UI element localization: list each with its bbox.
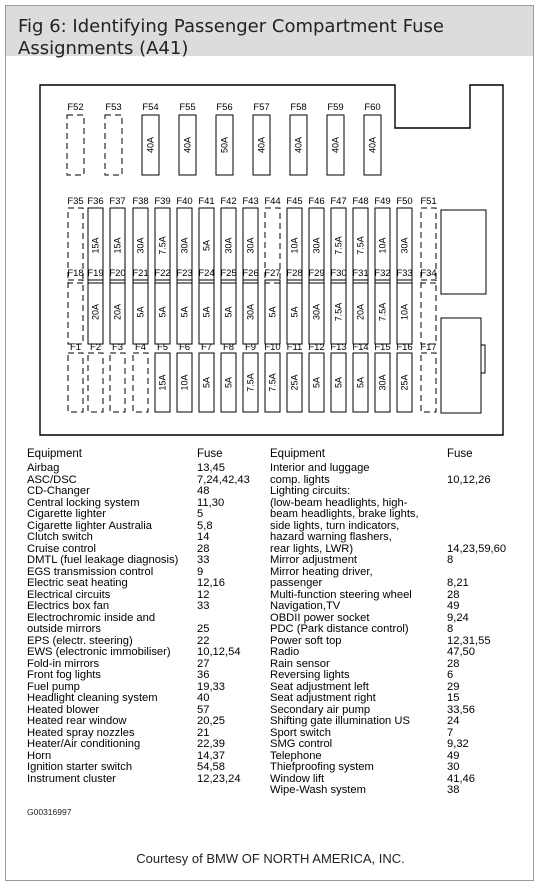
fuse-rating: 40A bbox=[367, 136, 378, 154]
fuse-numbers: 15 bbox=[447, 692, 460, 704]
equipment-name: Ignition starter switch bbox=[27, 761, 133, 773]
fuse-rating: 5A bbox=[355, 376, 366, 389]
fuse-f6 bbox=[177, 342, 192, 412]
fuse-numbers: 27 bbox=[197, 657, 210, 670]
fuse-numbers: 21 bbox=[197, 726, 210, 739]
relay-slot-tab bbox=[481, 345, 485, 373]
equipment-name: Mirror heating driver, bbox=[270, 565, 373, 578]
fuse-f55 bbox=[179, 102, 196, 175]
equipment-name: Heated spray nozzles bbox=[27, 726, 135, 739]
fuse-label: F49 bbox=[374, 196, 391, 207]
fuse-label: F59 bbox=[327, 102, 344, 113]
fuse-rating: 5A bbox=[311, 376, 322, 389]
fuse-f24 bbox=[198, 268, 214, 344]
empty-fuse-slot bbox=[67, 115, 84, 175]
fuse-f58 bbox=[290, 102, 307, 175]
fuse-rating: 5A bbox=[179, 306, 190, 318]
equipment-name: SMG control bbox=[270, 738, 333, 750]
equipment-name: Headlight cleaning system bbox=[27, 692, 158, 704]
fuse-rating: 10A bbox=[377, 237, 388, 254]
fuse-f31 bbox=[352, 268, 368, 344]
fuse-label: F56 bbox=[216, 102, 233, 113]
fuse-label: F10 bbox=[264, 342, 281, 353]
relay-slot-lower bbox=[441, 318, 481, 413]
fuse-rating: 20A bbox=[355, 303, 366, 321]
fuse-numbers: 9,32 bbox=[447, 738, 469, 750]
fuse-label: F9 bbox=[244, 342, 257, 353]
equipment-name: CD-Changer bbox=[27, 485, 90, 497]
fuse-label: F12 bbox=[308, 342, 325, 353]
fuse-f53 bbox=[105, 102, 122, 175]
fuse-f18 bbox=[67, 268, 83, 344]
equipment-name: Navigation,TV bbox=[270, 600, 341, 612]
fuse-rating: 30A bbox=[245, 303, 256, 321]
fuse-f15 bbox=[374, 342, 390, 412]
fuse-f34 bbox=[420, 268, 436, 344]
fuse-numbers: 12,23,24 bbox=[197, 772, 241, 785]
equipment-name: Telephone bbox=[270, 749, 322, 762]
fuse-label: F16 bbox=[396, 342, 413, 353]
fuse-label: F51 bbox=[420, 196, 437, 207]
equipment-name: Airbag bbox=[27, 462, 60, 474]
fuse-rating: 10A bbox=[179, 374, 190, 391]
fuse-label: F6 bbox=[178, 342, 191, 353]
fuse-numbers: 11,30 bbox=[197, 496, 225, 509]
equipment-name: Front fog lights bbox=[27, 669, 101, 681]
fuse-numbers: 7 bbox=[447, 726, 454, 739]
fuse-rating: 5A bbox=[201, 306, 212, 318]
fuse-numbers: 49 bbox=[447, 600, 460, 612]
fuse-f9 bbox=[243, 342, 258, 412]
fuse-f60 bbox=[364, 102, 381, 175]
fuse-f56 bbox=[216, 102, 233, 175]
equipment-name: PDC (Park distance control) bbox=[270, 623, 409, 635]
equipment-name: Heated blower bbox=[27, 703, 100, 716]
equipment-name: Secondary air pump bbox=[270, 703, 371, 716]
fuse-numbers: 8,21 bbox=[447, 577, 469, 589]
equipment-name: EGS transmission control bbox=[27, 565, 154, 578]
fuse-f20 bbox=[109, 268, 125, 344]
fuse-label: F54 bbox=[142, 102, 159, 113]
fuse-rating: 20A bbox=[112, 303, 123, 321]
fuse-label: F43 bbox=[242, 196, 259, 207]
empty-fuse-slot bbox=[421, 280, 436, 344]
fuse-label: F19 bbox=[87, 268, 104, 279]
fuse-numbers: 8 bbox=[447, 623, 454, 635]
equipment-name: comp. lights bbox=[270, 473, 330, 486]
fuse-label: F47 bbox=[330, 196, 347, 207]
equipment-name: Radio bbox=[270, 646, 300, 658]
fuse-rating: 5A bbox=[333, 376, 344, 389]
equipment-name: Seat adjustment right bbox=[270, 692, 376, 704]
fuse-rating: 5A bbox=[223, 376, 234, 389]
fuse-numbers: 6 bbox=[447, 669, 454, 681]
fuse-label: F8 bbox=[222, 342, 235, 353]
fuse-numbers: 49 bbox=[447, 749, 460, 762]
credit-line: Courtesy of BMW OF NORTH AMERICA, INC. bbox=[136, 851, 405, 866]
fuse-numbers: 40 bbox=[197, 692, 210, 704]
equipment-name: Lighting circuits: bbox=[270, 485, 351, 497]
fuse-f59 bbox=[327, 102, 344, 175]
fuse-rating: 5A bbox=[267, 306, 278, 318]
fuse-rating: 30A bbox=[311, 303, 322, 321]
figure-title: Fig 6: Identifying Passenger Compartment Fuse Assignments (A41) bbox=[18, 16, 444, 59]
fuse-rating: 15A bbox=[157, 374, 168, 391]
fuse-f52 bbox=[67, 102, 84, 175]
fuse-label: F32 bbox=[374, 268, 391, 279]
fuse-numbers: 38 bbox=[447, 784, 460, 796]
fuse-f30 bbox=[330, 268, 346, 344]
fuse-numbers: 20,25 bbox=[197, 715, 225, 727]
fuse-label: F14 bbox=[352, 342, 369, 353]
fuse-label: F26 bbox=[242, 268, 259, 279]
fuse-rating: 5A bbox=[289, 306, 300, 318]
equipment-name: Horn bbox=[27, 749, 52, 762]
fuse-rating: 40A bbox=[293, 136, 304, 154]
fuse-numbers: 14,37 bbox=[197, 749, 225, 762]
equipment-name: outside mirrors bbox=[27, 623, 101, 635]
fuse-numbers: 48 bbox=[197, 485, 210, 497]
fuse-rating: 20A bbox=[90, 303, 101, 321]
fuse-rating: 25A bbox=[289, 374, 300, 391]
fuse-f14 bbox=[352, 342, 368, 412]
fuse-label: F27 bbox=[264, 268, 281, 279]
fuse-rating: 25A bbox=[399, 374, 410, 391]
equipment-name: side lights, turn indicators, bbox=[270, 519, 400, 532]
equipment-name: Seat adjustment left bbox=[270, 680, 369, 693]
fuse-label: F42 bbox=[220, 196, 237, 207]
fuse-label: F31 bbox=[352, 268, 369, 279]
fuse-rating: 7.5A bbox=[245, 373, 256, 392]
fuse-label: F24 bbox=[198, 268, 215, 279]
equipment-name: Shifting gate illumination US bbox=[270, 715, 410, 727]
fuse-rating: 30A bbox=[135, 237, 146, 254]
fuse-label: F20 bbox=[109, 268, 126, 279]
equipment-name: Rain sensor bbox=[270, 657, 330, 670]
fuse-rating: 30A bbox=[245, 237, 256, 254]
fuse-label: F33 bbox=[396, 268, 413, 279]
fuse-numbers: 33 bbox=[197, 554, 210, 566]
fuse-header-right: Fuse bbox=[447, 448, 473, 460]
fuse-label: F23 bbox=[176, 268, 193, 279]
fuse-numbers: 22,39 bbox=[197, 738, 225, 750]
fuse-rating: 40A bbox=[182, 136, 193, 154]
fuse-label: F53 bbox=[105, 102, 122, 113]
fuse-label: F11 bbox=[286, 342, 303, 353]
fuse-label: F38 bbox=[132, 196, 149, 207]
fuse-numbers: 57 bbox=[197, 703, 210, 716]
fuse-rating: 7.5A bbox=[333, 302, 344, 322]
fuse-label: F13 bbox=[330, 342, 347, 353]
fuse-f32 bbox=[374, 268, 390, 344]
fuse-f23 bbox=[176, 268, 192, 344]
fuse-rating: 10A bbox=[289, 237, 300, 254]
fuse-label: F28 bbox=[286, 268, 303, 279]
fuse-numbers: 24 bbox=[447, 715, 460, 727]
fuse-rating: 7.5A bbox=[355, 236, 366, 255]
equipment-name: Instrument cluster bbox=[27, 772, 116, 785]
fuse-label: F45 bbox=[286, 196, 303, 207]
fuse-header-left: Fuse bbox=[197, 448, 223, 460]
fuse-rating: 30A bbox=[377, 374, 388, 391]
equipment-name: Reversing lights bbox=[270, 669, 350, 681]
fuse-numbers: 13,45 bbox=[197, 462, 225, 474]
fuse-f28 bbox=[286, 268, 302, 344]
empty-fuse-slot bbox=[133, 353, 148, 412]
fuse-rating: 10A bbox=[399, 303, 410, 321]
equipment-name: Central locking system bbox=[27, 496, 140, 509]
fuse-numbers: 41,46 bbox=[447, 772, 475, 785]
fuse-numbers: 14 bbox=[197, 531, 210, 543]
fuse-numbers: 33 bbox=[197, 600, 210, 612]
equipment-name: OBDII power socket bbox=[270, 611, 370, 624]
equipment-name: Sport switch bbox=[270, 726, 331, 739]
fuse-label: F4 bbox=[134, 342, 147, 353]
fuse-rating: 50A bbox=[219, 136, 230, 154]
fuse-numbers: 54,58 bbox=[197, 761, 225, 773]
fuse-label: F39 bbox=[154, 196, 171, 207]
empty-fuse-slot bbox=[110, 353, 125, 412]
fuse-numbers: 12 bbox=[197, 588, 210, 601]
fuse-f16 bbox=[396, 342, 412, 412]
fuse-numbers: 29 bbox=[447, 680, 460, 693]
fuse-f7 bbox=[199, 342, 214, 412]
fuse-label: F58 bbox=[290, 102, 307, 113]
equipment-name: DMTL (fuel leakage diagnosis) bbox=[27, 554, 179, 566]
equipment-name: Electrics box fan bbox=[27, 600, 110, 612]
fuse-numbers: 28 bbox=[447, 657, 460, 670]
fuse-label: F25 bbox=[220, 268, 237, 279]
fuse-numbers: 12,16 bbox=[197, 577, 225, 589]
fuse-rating: 5A bbox=[157, 306, 168, 318]
fuse-numbers: 33,56 bbox=[447, 703, 475, 716]
equipment-header-right: Equipment bbox=[270, 448, 325, 460]
fuse-f22 bbox=[154, 268, 170, 344]
equipment-name: Interior and luggage bbox=[270, 462, 370, 474]
fuse-label: F1 bbox=[69, 342, 82, 353]
fuse-label: F5 bbox=[156, 342, 169, 353]
fuse-numbers: 10,12,54 bbox=[197, 646, 241, 658]
fuse-f54 bbox=[142, 102, 159, 175]
equipment-header-left: Equipment bbox=[27, 448, 82, 460]
fuse-numbers: 47,50 bbox=[447, 646, 475, 658]
equipment-name: Cigarette lighter bbox=[27, 508, 106, 520]
equipment-name: Wipe-Wash system bbox=[270, 784, 366, 796]
fuse-f33 bbox=[396, 268, 412, 344]
fuse-f26 bbox=[242, 268, 258, 344]
fuse-numbers: 5 bbox=[197, 508, 204, 520]
fuse-label: F21 bbox=[132, 268, 149, 279]
fuse-numbers: 19,33 bbox=[197, 680, 225, 693]
fuse-rating: 7.5A bbox=[333, 236, 344, 255]
fuse-label: F50 bbox=[396, 196, 413, 207]
empty-fuse-slot bbox=[68, 353, 83, 412]
equipment-name: Heater/Air conditioning bbox=[27, 738, 141, 750]
fuse-f3 bbox=[110, 342, 125, 412]
fuse-label: F17 bbox=[420, 342, 437, 353]
equipment-name: Cruise control bbox=[27, 542, 97, 555]
equipment-name: EPS (electr. steering) bbox=[27, 634, 133, 647]
fuse-rating: 5A bbox=[223, 306, 234, 318]
fuse-label: F2 bbox=[89, 342, 102, 353]
fuse-f21 bbox=[132, 268, 148, 344]
fuse-numbers: 9,24 bbox=[447, 611, 469, 624]
relay-slot-upper bbox=[441, 210, 486, 294]
fuse-f1 bbox=[68, 342, 83, 412]
fuse-f19 bbox=[87, 268, 103, 344]
fuse-label: F46 bbox=[308, 196, 325, 207]
fuse-f29 bbox=[308, 268, 324, 344]
fuse-f57 bbox=[253, 102, 270, 175]
fuse-numbers: 36 bbox=[197, 669, 210, 681]
fuse-f2 bbox=[88, 342, 103, 412]
equipment-name: beam headlights, brake lights, bbox=[270, 508, 419, 520]
equipment-name: Clutch switch bbox=[27, 531, 93, 543]
fuse-rating: 30A bbox=[399, 237, 410, 254]
fuse-label: F57 bbox=[253, 102, 270, 113]
fuse-label: F34 bbox=[420, 268, 437, 279]
fuse-f12 bbox=[308, 342, 324, 412]
empty-fuse-slot bbox=[68, 280, 83, 344]
equipment-name: Fuel pump bbox=[27, 680, 80, 693]
fuse-label: F15 bbox=[374, 342, 391, 353]
fuse-rating: 5A bbox=[201, 376, 212, 389]
empty-fuse-slot bbox=[88, 353, 103, 412]
equipment-name: Power soft top bbox=[270, 634, 342, 647]
fuse-rating: 40A bbox=[330, 136, 341, 154]
fuse-rating: 7.5A bbox=[267, 373, 278, 392]
fuse-f5 bbox=[155, 342, 170, 412]
fuse-label: F35 bbox=[67, 196, 84, 207]
fuse-f4 bbox=[133, 342, 148, 412]
fuse-label: F18 bbox=[67, 268, 84, 279]
fuse-rating: 7.5A bbox=[157, 236, 168, 255]
fuse-label: F30 bbox=[330, 268, 347, 279]
fuse-label: F40 bbox=[176, 196, 193, 207]
empty-fuse-slot bbox=[421, 353, 436, 412]
fuse-rating: 40A bbox=[145, 136, 156, 154]
fuse-label: F41 bbox=[198, 196, 215, 207]
equipment-name: Thiefproofing system bbox=[270, 761, 374, 773]
fuse-rating: 15A bbox=[112, 237, 123, 254]
fuse-numbers: 30 bbox=[447, 761, 460, 773]
fuse-f10 bbox=[264, 342, 280, 412]
fuse-rating: 7.5A bbox=[377, 302, 388, 322]
fuse-rating: 40A bbox=[256, 136, 267, 154]
fuse-rating: 15A bbox=[90, 237, 101, 254]
fuse-numbers: 7,24,42,43 bbox=[197, 473, 250, 486]
fuse-f11 bbox=[287, 342, 303, 412]
equipment-name: Electrochromic inside and bbox=[27, 611, 156, 624]
equipment-name: Cigarette lighter Australia bbox=[27, 519, 152, 532]
fuse-rating: 5A bbox=[201, 239, 212, 252]
fuse-label: F36 bbox=[87, 196, 104, 207]
fuse-rating: 5A bbox=[135, 306, 146, 318]
equipment-name: Mirror adjustment bbox=[270, 554, 358, 566]
fuse-label: F52 bbox=[67, 102, 84, 113]
fuse-numbers: 28 bbox=[197, 542, 210, 555]
fuse-f8 bbox=[221, 342, 236, 412]
fuse-numbers: 5,8 bbox=[197, 519, 213, 532]
fuse-label: F44 bbox=[264, 196, 281, 207]
figure-code: G00316997 bbox=[27, 807, 72, 817]
equipment-name: (low-beam headlights, high- bbox=[270, 496, 408, 509]
fuse-label: F29 bbox=[308, 268, 325, 279]
equipment-name: Electrical circuits bbox=[27, 588, 111, 601]
fuse-rating: 30A bbox=[223, 237, 234, 254]
fuse-label: F22 bbox=[154, 268, 171, 279]
fuse-label: F3 bbox=[111, 342, 124, 353]
fuse-numbers: 22 bbox=[197, 634, 210, 647]
equipment-name: hazard warning flashers, bbox=[270, 531, 392, 543]
fuse-label: F60 bbox=[364, 102, 381, 113]
fuse-label: F48 bbox=[352, 196, 369, 207]
fuse-f17 bbox=[420, 342, 436, 412]
empty-fuse-slot bbox=[105, 115, 122, 175]
fuse-label: F55 bbox=[179, 102, 196, 113]
fuse-numbers: 28 bbox=[447, 588, 460, 601]
fuse-numbers: 8 bbox=[447, 554, 454, 566]
equipment-name: Window lift bbox=[270, 772, 325, 785]
fuse-numbers: 12,31,55 bbox=[447, 634, 491, 647]
fuse-rating: 30A bbox=[311, 237, 322, 254]
fuse-numbers: 9 bbox=[197, 565, 204, 578]
fuse-f27 bbox=[264, 268, 280, 344]
equipment-name: ASC/DSC bbox=[27, 473, 77, 486]
equipment-name: Heated rear window bbox=[27, 715, 127, 727]
equipment-name: rear lights, LWR) bbox=[270, 542, 354, 555]
fuse-f25 bbox=[220, 268, 236, 344]
equipment-name: passenger bbox=[270, 577, 323, 589]
fuse-numbers: 25 bbox=[197, 623, 210, 635]
fuse-rating: 30A bbox=[179, 237, 190, 254]
equipment-name: Electric seat heating bbox=[27, 577, 128, 589]
fuse-numbers: 14,23,59,60 bbox=[447, 542, 507, 555]
fuse-numbers: 10,12,26 bbox=[447, 473, 491, 486]
fuse-label: F7 bbox=[200, 342, 213, 353]
fuse-label: F37 bbox=[109, 196, 126, 207]
equipment-name: Fold-in mirrors bbox=[27, 657, 100, 670]
equipment-name: Multi-function steering wheel bbox=[270, 588, 412, 601]
fuse-f13 bbox=[330, 342, 346, 412]
equipment-name: EWS (electronic immobiliser) bbox=[27, 646, 171, 658]
